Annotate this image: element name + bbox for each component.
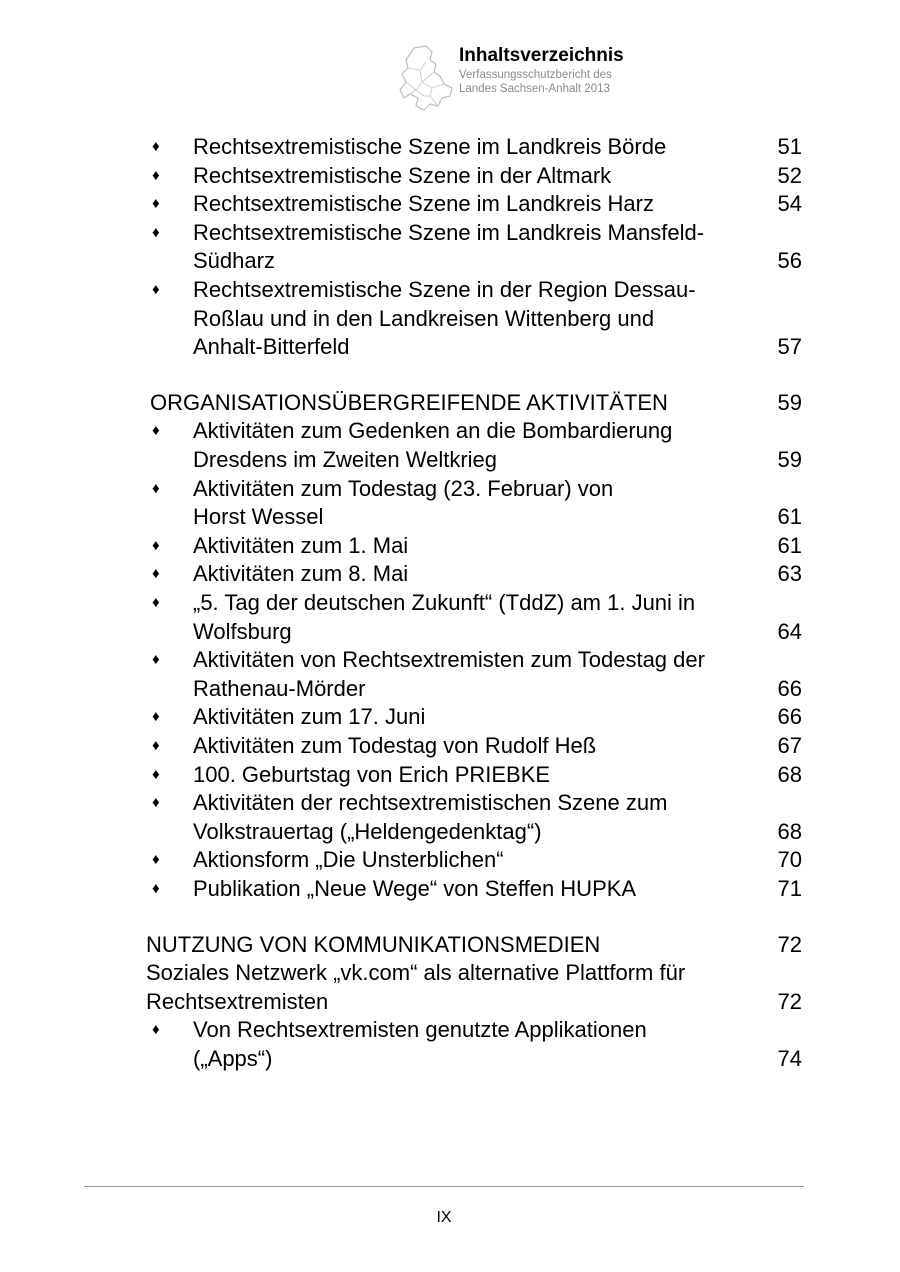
toc-entry-page: 68 [777, 818, 802, 844]
bullet-icon: ♦ [152, 851, 160, 869]
footer-divider [84, 1186, 804, 1187]
bullet-icon: ♦ [152, 1021, 160, 1039]
header-subtitle [459, 68, 612, 96]
bullet-icon: ♦ [152, 223, 160, 241]
bullet-icon: ♦ [152, 880, 160, 897]
toc-entry-text: Rathenau-Mörder [193, 675, 366, 701]
toc-entry-page: 54 [777, 191, 802, 217]
toc-entry-text: Rechtsextremistische Szene in der Altmark [193, 162, 612, 188]
toc-entry-page: 56 [777, 248, 802, 274]
toc-entry-text: Rechtsextremistische Szene in der Region Dessau- [193, 277, 696, 302]
toc-entry-text: Rechtsextremistische Szene im Landkreis Mansfeld- [193, 219, 705, 245]
bullet-icon: ♦ [152, 536, 160, 554]
bullet-icon: ♦ [152, 422, 160, 440]
toc-entry-page: 67 [777, 733, 802, 758]
toc-entry-text: Rechtsextremistische Szene im Landkreis Börde [193, 134, 667, 159]
toc-entry-text: Aktivitäten von Rechtsextremisten zum Todestag der [193, 647, 705, 673]
bullet-icon: ♦ [152, 195, 160, 213]
page-number: IX [436, 1209, 452, 1226]
bullet-icon: ♦ [152, 737, 160, 754]
section-heading-page: 72 [777, 931, 802, 957]
toc-subsection-text: Rechtsextremisten [146, 988, 329, 1014]
toc-entry-text: 100. Geburtstag von Erich PRIEBKE [193, 761, 551, 787]
page-header [396, 40, 696, 116]
bullet-icon: ♦ [152, 479, 160, 497]
bullet-icon: ♦ [152, 281, 160, 298]
toc-entry-text: Aktivitäten zum Gedenken an die Bombardierung [193, 418, 673, 444]
bullet-icon: ♦ [152, 765, 160, 783]
toc-entry-text: Wolfsburg [193, 618, 292, 644]
toc-entry-page: 71 [777, 876, 802, 901]
toc-entry-text: Aktivitäten zum 17. Juni [193, 704, 426, 730]
toc-entry-text: Roßlau und in den Landkreisen Wittenberg und [193, 305, 655, 331]
toc-entry-page: 61 [777, 504, 802, 530]
header-title: Inhaltsverzeichnis [459, 45, 624, 66]
bullet-icon: ♦ [152, 138, 160, 155]
toc-entry-page: 57 [777, 334, 802, 360]
toc-entry-text: Von Rechtsextremisten genutzte Applikationen [193, 1017, 647, 1043]
header-subtitle-line-1: Verfassungsschutzbericht des [459, 69, 612, 81]
toc-entry-text: Anhalt-Bitterfeld [193, 334, 350, 360]
toc-entry-text: Dresdens im Zweiten Weltkrieg [193, 447, 498, 472]
toc-entry-page: 59 [777, 447, 802, 472]
toc-entry-text: Aktivitäten zum Todestag von Rudolf Heß [193, 733, 597, 758]
toc-entry-page: 66 [777, 704, 802, 730]
toc-entry-page: 51 [777, 134, 802, 159]
bullet-icon: ♦ [152, 794, 160, 812]
section-heading-text: ORGANISATIONSÜBERGREIFENDE AKTIVITÄTEN [150, 389, 668, 415]
toc-entry-page: 70 [777, 847, 802, 873]
toc-entry-text: Aktivitäten zum Todestag (23. Februar) von [193, 475, 614, 501]
toc-entry-page: 68 [777, 761, 802, 787]
bullet-icon: ♦ [152, 651, 160, 669]
toc-entry-text: Aktivitäten der rechtsextremistischen Szene zum [193, 790, 668, 816]
toc-entry-text: Horst Wessel [193, 504, 324, 530]
header-subtitle-line-2: Landes Sachsen-Anhalt 2013 [459, 83, 610, 95]
bullet-icon: ♦ [152, 565, 160, 583]
toc-entry-page: 63 [777, 561, 802, 587]
bullet-icon: ♦ [152, 166, 160, 184]
section-heading-text: NUTZUNG VON KOMMUNIKATIONSMEDIEN [146, 931, 601, 957]
toc-entry-text: Aktivitäten zum 1. Mai [193, 532, 409, 558]
toc-entry-text: Volkstrauertag („Heldengedenktag“) [193, 818, 542, 844]
bullet-icon: ♦ [152, 708, 160, 726]
toc-entry-page: 66 [777, 675, 802, 701]
sachsen-anhalt-map-icon [396, 44, 454, 114]
toc-entry-page: 74 [777, 1046, 802, 1071]
toc-entry-text: „5. Tag der deutschen Zukunft“ (TddZ) am 1. Juni in [193, 590, 696, 615]
toc-entry-page: 64 [777, 618, 802, 644]
toc-entry-text: Publikation „Neue Wege“ von Steffen HUPKA [193, 876, 637, 901]
toc-entry-page: 61 [777, 532, 802, 558]
toc-entry-text: Rechtsextremistische Szene im Landkreis Harz [193, 191, 654, 217]
toc-entry-text: Aktivitäten zum 8. Mai [193, 561, 409, 587]
section-heading-page: 59 [777, 389, 802, 415]
toc-subsection-page: 72 [777, 988, 802, 1014]
toc-entry-text: Aktionsform „Die Unsterblichen“ [193, 847, 504, 873]
toc-entry-text: Südharz [193, 248, 275, 274]
toc-entry-text: („Apps“) [193, 1046, 273, 1071]
toc-subsection-text: Soziales Netzwerk „vk.com“ als alternative Plattform für [146, 960, 686, 986]
bullet-icon: ♦ [152, 594, 160, 611]
toc-entry-page: 52 [777, 162, 802, 188]
